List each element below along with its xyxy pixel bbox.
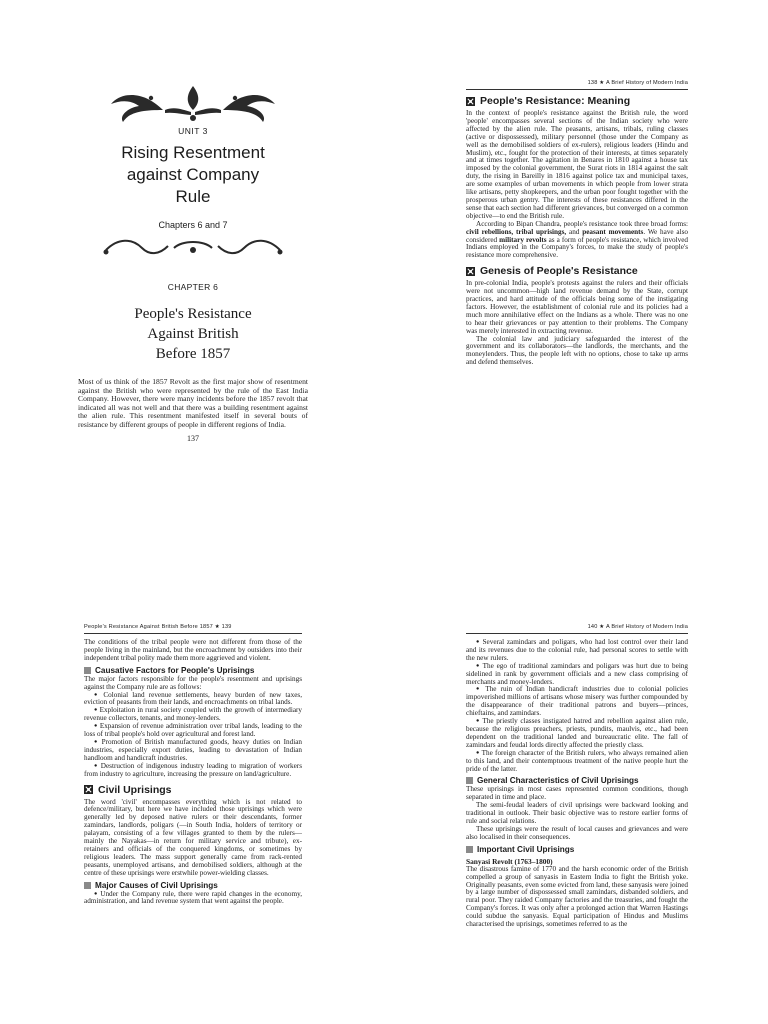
heading-text: Civil Uprisings	[98, 783, 172, 796]
section-heading	[84, 666, 302, 675]
text-run: . We have also considered	[466, 227, 689, 244]
body-paragraph: The semi-feudal leaders of civil uprisings were backward looking and traditional in outlook. Their basic objective was to restore earlier forms of rule and social relations.	[466, 801, 688, 826]
heading-text: Major Causes of Civil Uprisings	[95, 880, 218, 890]
unit-label: UNIT 3	[178, 126, 208, 136]
square-marker-icon	[466, 846, 473, 853]
unit-title-line: Rule	[175, 187, 211, 206]
top-ornament-icon	[103, 80, 283, 126]
body-paragraph: These uprisings in most cases represented common conditions, though separated in time and place.	[466, 785, 688, 802]
page-138	[466, 80, 688, 367]
bullet-item: ● The foreign character of the British rulers, who always remained alien to this land, and their contemptuous treatment of the native people hurt the pride of the latter.	[466, 750, 688, 774]
unit-subtitle: Chapters 6 and 7	[158, 220, 228, 230]
chapter-label: CHAPTER 6	[167, 282, 219, 292]
chapter-title	[78, 304, 308, 364]
body-paragraph: These uprisings were the result of local causes and grievances and were also localised in their consequences.	[466, 824, 688, 841]
text-run: and	[566, 227, 583, 236]
section-heading	[84, 881, 302, 890]
section-heading	[84, 784, 302, 796]
bullet-item: ● Colonial land revenue settlements, heavy burden of new taxes, eviction of peasants from their lands, and encroachments on tribal lands.	[84, 692, 302, 708]
subsection-heading: Sanyasi Revolt (1763–1800)	[466, 856, 553, 866]
bullet-item: ● Several zamindars and poligars, who had lost control over their land and its revenues due to the colonial rule, had personal scores to settle with the new rulers.	[466, 639, 688, 663]
body-paragraph: In the context of people's resistance against the British rule, the word 'people' encompasses several sections of the Indian society who were affected by the alien rule. The peasants, artisans, tribals, ruling classes (active or dispossessed), military personnel (those under the Company as well as the demobilised soldiers of ex-rulers), religious leaders (Hindu and Muslim), etc., fought for the protection of their interests, at times separately and at times together. The agitation in Benares in 1810 against a house tax imposed by the colonial government, the Surat riots in 1814 against the salt duty, the rising in Bareilly in 1816 against police tax and municipal taxes, are some examples of urban movements in which people from lower strata like artisans, petty shopkeepers, and the urban poor fought together with the prosperous urban gentry. The interests of these resistances differed in the sense that each section had different grievances, but converged on a common objective—to end the British rule.	[466, 109, 688, 220]
chapter-intro: Most of us think of the 1857 Revolt as the first major show of resentment against the British who were represented by the rule of the East India Company. However, there were many incidents before the 1857 revolt that indicated all was not well and that there was a building resentment against the alien rule. This resentment manifested itself in several bouts of resistance by different groups of people in different regions of India.	[78, 377, 308, 429]
section-marker-icon	[84, 785, 93, 794]
running-head: 138 ★ A Brief History of Modern India	[466, 80, 688, 90]
unit-title-line: Rising Resentment	[121, 143, 265, 162]
chapter-title-line: Before 1857	[155, 346, 231, 362]
running-head: 140 ★ A Brief History of Modern India	[466, 624, 688, 634]
page-139	[84, 624, 302, 906]
chapter-title-line: People's Resistance	[134, 306, 252, 322]
bold-term: civil rebellions, tribal uprisings,	[466, 227, 567, 236]
section-heading	[466, 776, 688, 785]
page-number: 137	[187, 433, 199, 443]
bullet-item: ● The ruin of Indian handicraft industries due to colonial policies impoverished millions of artisans whose misery was further compounded by the disappearance of their traditional patrons and buyers—princes, chieftains, and zamindars.	[466, 686, 688, 718]
unit-title	[78, 142, 308, 208]
body-paragraph: The major factors responsible for the people's resentment and uprisings against the Company rule are as follows:	[84, 674, 302, 691]
bold-term: military revolts	[499, 235, 547, 244]
section-heading	[466, 95, 688, 107]
body-paragraph: The conditions of the tribal people were not different from those of the people living in the mainland, but the encroachment by outsiders into their independent tribal polity made them more aggrieved and violent.	[84, 638, 302, 662]
heading-text: Causative Factors for People's Uprisings	[95, 665, 255, 675]
square-marker-icon	[466, 777, 473, 784]
heading-text: Important Civil Uprisings	[477, 844, 575, 854]
heading-text: People's Resistance: Meaning	[480, 95, 631, 107]
section-marker-icon	[466, 267, 475, 276]
chapter-title-line: Against British	[147, 326, 239, 342]
bullet-item: ● The ego of traditional zamindars and poligars was hurt due to being sidelined in rank by government officials and a new class comprising of merchants and money-lenders.	[466, 663, 688, 687]
square-marker-icon	[84, 882, 91, 889]
heading-text: General Characteristics of Civil Uprisings	[477, 776, 639, 786]
section-marker-icon	[466, 97, 475, 106]
body-paragraph: The disastrous famine of 1770 and the harsh economic order of the British compelled a group of sanyasis in Eastern India to fight the British yoke. Originally peasants, even some evicted from land, these sanyasis were joined by a large number of dispossessed small zamindars, disbanded soldiers, and rural poor. They raided Company factories and the treasuries, and fought the Company's forces. It was only after a prolonged action that Warren Hastings could subdue the sanyasis. Equal participation of Hindus and Muslims characterised the uprisings, sometimes referred to as the	[466, 864, 688, 929]
unit-title-line: against Company	[126, 165, 260, 184]
bottom-ornament-icon	[98, 236, 288, 258]
bullet-item: ● Promotion of British manufactured goods, heavy duties on Indian industries, especially export duties, leading to devastation of Indian handloom and handicraft industries.	[84, 739, 302, 763]
text-run: According to Bipan Chandra, people's resistance took three broad forms:	[476, 219, 688, 228]
bold-term: peasant movements	[582, 227, 644, 236]
body-paragraph	[466, 221, 688, 261]
bullet-item: ● Destruction of indigenous industry leading to migration of workers from industry to agriculture, increasing the pressure on land/agriculture.	[84, 763, 302, 779]
bullet-item: ● Exploitation in rural society coupled with the growth of intermediary revenue collectors, tenants, and money-lenders.	[84, 707, 302, 723]
section-heading	[466, 845, 688, 854]
square-marker-icon	[84, 667, 91, 674]
running-head: People's Resistance Against British Before 1857 ★ 139	[84, 624, 302, 634]
bullet-item: ● Under the Company rule, there were rapid changes in the economy, administration, and land revenue system that went against the people.	[84, 891, 302, 907]
bullet-item: ● Expansion of revenue administration over tribal lands, leading to the loss of tribal people's hold over agricultural and forest land.	[84, 723, 302, 739]
heading-text: Genesis of People's Resistance	[480, 265, 638, 278]
section-heading	[466, 265, 688, 277]
body-paragraph: The word 'civil' encompasses everything which is not related to defence/military, but here we have included those uprisings which were generally led by deposed native rulers or their descendants, former zamindars, landlords, poligars (—in South India, holders of territory or palayam, consisting of a few villages granted to them by the rulers—mainly the Nayakas—in return for military service and tribute), ex-retainers and officials of the conquered kingdoms, or sometimes by religious leaders. The mass support generally came from rack-rented peasants, unemployed artisans, and demobilised soldiers, although at the centre of these uprisings were erstwhile power-wielding classes.	[84, 797, 302, 877]
bullet-item: ● The priestly classes instigated hatred and rebellion against alien rule, because the religious preachers, priests, pundits, maulvis, etc., had been dependent on the traditional landed and bureaucratic elite. The fall of zamindars and feudal lords directly affected the priestly class.	[466, 718, 688, 750]
body-paragraph: The colonial law and judiciary safeguarded the interest of the government and its collaborators—the landlords, the merchants, and the moneylenders. Thus, the people left with no options, chose to take up arms and defend themselves.	[466, 334, 688, 367]
text-run: as a form of people's resistance, which involved Indians employed in the Company's forces, to make the study of people's resistance more comprehensive.	[466, 235, 689, 260]
page-137	[78, 80, 308, 443]
body-paragraph: In pre-colonial India, people's protests against the rulers and their officials were not uncommon—high land revenue demand by the State, corrupt practices, and hard attitude of the officials being some of the instigating factors. However, the establishment of colonial rule and its policies had a much more annihilative effect on the Indians as a whole. There was no one to hear their grievances or pay attention to their problems. The Company was merely interested in extracting revenue.	[466, 279, 688, 335]
page-140	[466, 624, 688, 929]
